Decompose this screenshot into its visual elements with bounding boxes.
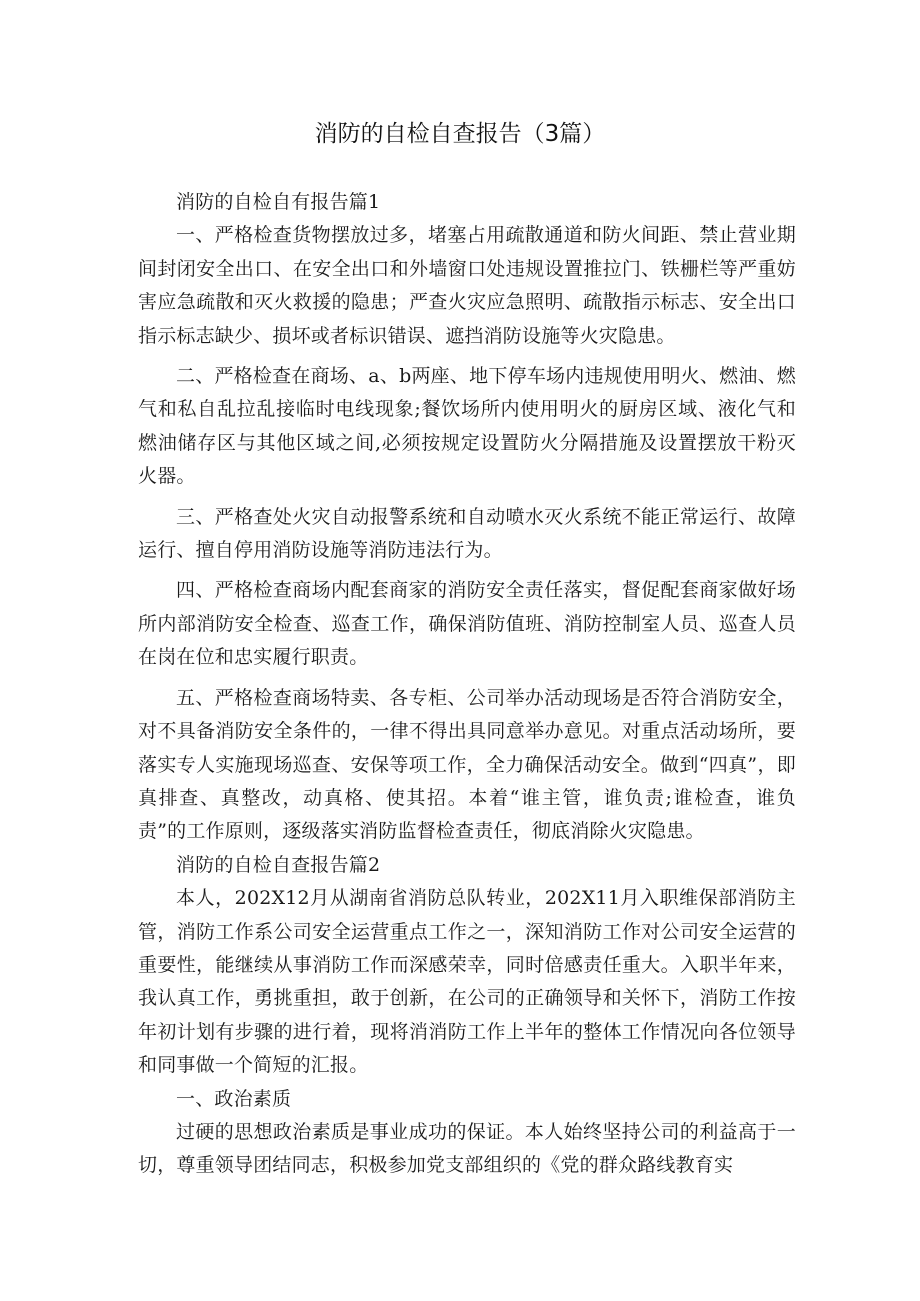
paragraph-3: 三、严格查处火灾自动报警系统和自动喷水灭火系统不能正常运行、故障运行、擅自停用消防设施等消防违法行为。 <box>138 505 796 562</box>
subheading-political: 一、政治素质 <box>176 1087 292 1110</box>
section-heading-2: 消防的自检自查报告篇2 <box>176 853 381 876</box>
paragraph-4: 四、严格检查商场内配套商家的消防安全责任落实，督促配套商家做好场所内部消防安全检查、巡查工作，确保消防值班、消防控制室人员、巡查人员在岗在位和忠实履行职责。 <box>138 579 796 669</box>
paragraph-2: 二、严格检查在商场、a、b两座、地下停车场内违规使用明火、燃油、燃气和私自乱拉乱接临时电线现象;餐饮场所内使用明火的厨房区域、液化气和燃油储存区与其他区域之间,必须按规定设置防火分隔措施及设置摆放干粉灭火器。 <box>138 365 796 488</box>
document-title: 消防的自检自查报告（3篇） <box>314 121 606 147</box>
paragraph-1: 一、严格检查货物摆放过多，堵塞占用疏散通道和防火间距、禁止营业期间封闭安全出口、在安全出口和外墙窗口处违规设置推拉门、铁栅栏等严重妨害应急疏散和灭火救援的隐患；严查火灾应急照明、疏散指示标志、安全出口指示标志缺少、损坏或者标识错误、遮挡消防设施等火灾隐患。 <box>138 224 796 347</box>
paragraph-5: 五、严格检查商场特卖、各专柜、公司举办活动现场是否符合消防安全，对不具备消防安全条件的，一律不得出具同意举办意见。对重点活动场所，要落实专人实施现场巡查、安保等项工作，全力确保活动安全。做到“四真”，即真排查、真整改，动真格、使其招。本着“谁主管，谁负责;谁检查，谁负责”的工作原则，逐级落实消防监督检查责任，彻底消除火灾隐患。 <box>138 686 796 843</box>
document-body <box>138 186 796 1183</box>
paragraph-6: 本人，202X12月从湖南省消防总队转业，202X11月入职维保部消防主管，消防工作系公司安全运营重点工作之一，深知消防工作对公司安全运营的重要性，能继续从事消防工作而深感荣幸，同时倍感责任重大。入职半年来，我认真工作，勇挑重担，敢于创新，在公司的正确领导和关怀下，消防工作按年初计划有步骤的进行着，现将消消防工作上半年的整体工作情况向各位领导和同事做一个简短的汇报。 <box>138 887 796 1077</box>
paragraph-7: 过硬的思想政治素质是事业成功的保证。本人始终坚持公司的利益高于一切，尊重领导团结同志，积极参加党支部组织的《党的群众路线教育实 <box>138 1120 796 1177</box>
section-heading-1: 消防的自检自有报告篇1 <box>176 191 381 213</box>
